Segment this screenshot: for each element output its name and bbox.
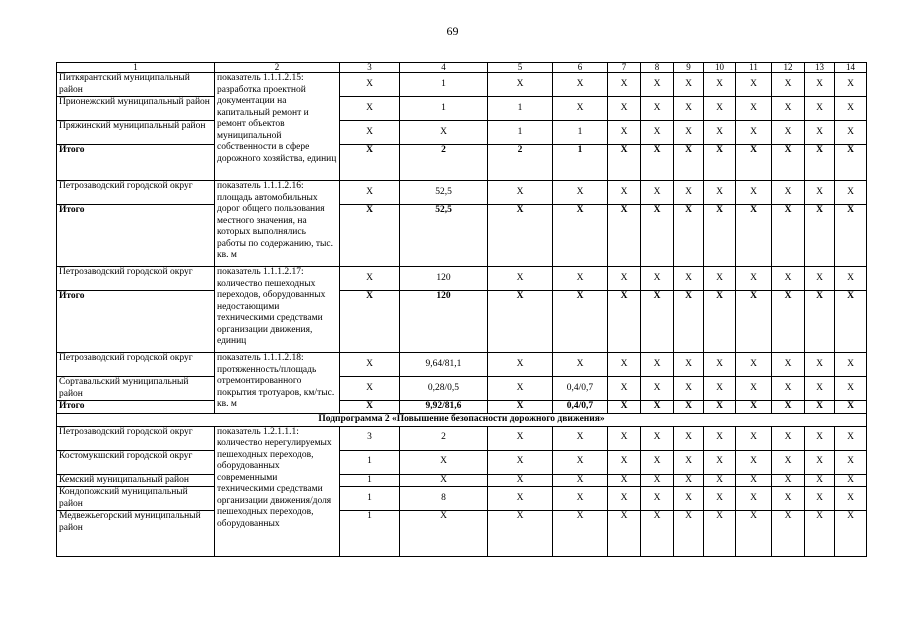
- value-cell: Х: [674, 511, 704, 557]
- value-cell: Х: [772, 474, 805, 487]
- value-cell: Х: [674, 353, 704, 377]
- value-cell: Х: [608, 267, 641, 291]
- table-row: [57, 487, 867, 511]
- value-cell: Х: [641, 487, 674, 511]
- value-cell: Х: [704, 487, 736, 511]
- value-cell: Х: [805, 450, 835, 474]
- value-cell: Х: [674, 267, 704, 291]
- value-cell: Х: [772, 401, 805, 414]
- value-cell: Х: [772, 377, 805, 401]
- value-cell: 1: [400, 97, 488, 121]
- value-cell: Х: [704, 401, 736, 414]
- value-cell: 9,64/81,1: [400, 353, 488, 377]
- value-cell: Х: [641, 474, 674, 487]
- header-cell: 4: [400, 63, 488, 73]
- value-cell: Х: [736, 474, 772, 487]
- indicator-cell: показатель 1.2.1.1.1: количество нерегулируемых пешеходных переходов, оборудованных современными техническими средствами организации движения/доля пешеходных переходов, оборудованных: [215, 426, 340, 557]
- value-cell: 120: [400, 267, 488, 291]
- value-cell: Х: [835, 205, 867, 267]
- value-cell: Х: [488, 511, 553, 557]
- value-cell: Х: [805, 145, 835, 181]
- table-row: [57, 377, 867, 401]
- value-cell: Х: [805, 426, 835, 450]
- value-cell: Х: [488, 450, 553, 474]
- value-cell: 9,92/81,6: [400, 401, 488, 414]
- value-cell: Х: [835, 73, 867, 97]
- value-cell: Х: [553, 97, 608, 121]
- value-cell: Х: [736, 181, 772, 205]
- value-cell: Х: [553, 487, 608, 511]
- value-cell: Х: [704, 121, 736, 145]
- value-cell: Х: [772, 121, 805, 145]
- value-cell: Х: [805, 97, 835, 121]
- header-cell: 11: [736, 63, 772, 73]
- value-cell: Х: [805, 401, 835, 414]
- value-cell: Х: [835, 97, 867, 121]
- value-cell: Х: [704, 267, 736, 291]
- value-cell: Х: [488, 377, 553, 401]
- value-cell: Х: [835, 401, 867, 414]
- value-cell: Х: [608, 181, 641, 205]
- value-cell: Х: [772, 487, 805, 511]
- district-name: Кондопожский муниципальный район: [57, 487, 215, 511]
- value-cell: Х: [340, 73, 400, 97]
- value-cell: Х: [641, 401, 674, 414]
- value-cell: Х: [641, 181, 674, 205]
- district-name: Итого: [57, 401, 215, 414]
- value-cell: 52,5: [400, 181, 488, 205]
- value-cell: Х: [805, 205, 835, 267]
- value-cell: Х: [772, 291, 805, 353]
- subprogram-row: [57, 413, 867, 426]
- value-cell: Х: [674, 97, 704, 121]
- table-row: [57, 474, 867, 487]
- value-cell: Х: [553, 511, 608, 557]
- value-cell: 3: [340, 426, 400, 450]
- table-row: [57, 291, 867, 353]
- value-cell: Х: [736, 267, 772, 291]
- value-cell: Х: [340, 181, 400, 205]
- value-cell: Х: [641, 450, 674, 474]
- value-cell: Х: [835, 291, 867, 353]
- value-cell: Х: [553, 205, 608, 267]
- value-cell: Х: [674, 291, 704, 353]
- district-name: Кемский муниципальный район: [57, 474, 215, 487]
- value-cell: Х: [772, 205, 805, 267]
- district-name: Петрозаводский городской округ: [57, 267, 215, 291]
- value-cell: Х: [704, 145, 736, 181]
- district-name: Итого: [57, 205, 215, 267]
- value-cell: Х: [488, 487, 553, 511]
- value-cell: Х: [641, 73, 674, 97]
- value-cell: 2: [400, 145, 488, 181]
- value-cell: 2: [400, 426, 488, 450]
- value-cell: Х: [772, 267, 805, 291]
- value-cell: Х: [704, 353, 736, 377]
- value-cell: Х: [553, 353, 608, 377]
- value-cell: Х: [772, 426, 805, 450]
- value-cell: Х: [736, 205, 772, 267]
- value-cell: Х: [674, 181, 704, 205]
- header-cell: 12: [772, 63, 805, 73]
- value-cell: Х: [704, 205, 736, 267]
- value-cell: Х: [736, 377, 772, 401]
- value-cell: Х: [805, 353, 835, 377]
- header-cell: 6: [553, 63, 608, 73]
- value-cell: Х: [704, 73, 736, 97]
- value-cell: Х: [608, 487, 641, 511]
- value-cell: Х: [805, 511, 835, 557]
- value-cell: Х: [608, 353, 641, 377]
- value-cell: Х: [340, 291, 400, 353]
- value-cell: Х: [340, 121, 400, 145]
- header-cell: 9: [674, 63, 704, 73]
- value-cell: Х: [608, 401, 641, 414]
- value-cell: Х: [553, 267, 608, 291]
- value-cell: Х: [835, 450, 867, 474]
- value-cell: Х: [805, 267, 835, 291]
- value-cell: Х: [674, 73, 704, 97]
- value-cell: Х: [553, 450, 608, 474]
- value-cell: Х: [340, 401, 400, 414]
- indicator-cell: показатель 1.1.1.2.17: количество пешеходных переходов, оборудованных недостающими техническими средствами организации движения, единиц: [215, 267, 340, 353]
- value-cell: Х: [835, 121, 867, 145]
- value-cell: Х: [641, 291, 674, 353]
- value-cell: Х: [835, 377, 867, 401]
- value-cell: Х: [340, 97, 400, 121]
- value-cell: Х: [488, 267, 553, 291]
- value-cell: Х: [608, 377, 641, 401]
- value-cell: Х: [608, 426, 641, 450]
- indicator-cell: показатель 1.1.1.2.16: площадь автомобильных дорог общего пользования местного значения, на которых выполнялись работы по содержанию, тыс. кв. м: [215, 181, 340, 267]
- indicator-cell: показатель 1.1.1.2.18: протяженность/площадь отремонтированного покрытия тротуаров, км/тыс. кв. м: [215, 353, 340, 414]
- value-cell: Х: [736, 511, 772, 557]
- value-cell: Х: [488, 181, 553, 205]
- value-cell: Х: [608, 73, 641, 97]
- district-name: Прионежский муниципальный район: [57, 97, 215, 121]
- district-name: Итого: [57, 145, 215, 181]
- value-cell: Х: [641, 97, 674, 121]
- header-cell: 8: [641, 63, 674, 73]
- value-cell: 1: [553, 121, 608, 145]
- value-cell: Х: [340, 145, 400, 181]
- value-cell: Х: [736, 401, 772, 414]
- value-cell: Х: [704, 377, 736, 401]
- value-cell: 0,4/0,7: [553, 401, 608, 414]
- value-cell: Х: [772, 511, 805, 557]
- table-row: [57, 73, 867, 97]
- value-cell: Х: [641, 267, 674, 291]
- value-cell: Х: [488, 73, 553, 97]
- value-cell: Х: [835, 487, 867, 511]
- value-cell: Х: [736, 450, 772, 474]
- value-cell: 2: [488, 145, 553, 181]
- value-cell: Х: [488, 205, 553, 267]
- value-cell: Х: [400, 511, 488, 557]
- value-cell: Х: [835, 267, 867, 291]
- district-name: Медвежьегорский муниципальный район: [57, 511, 215, 557]
- value-cell: 1: [340, 450, 400, 474]
- value-cell: Х: [340, 205, 400, 267]
- value-cell: Х: [835, 511, 867, 557]
- header-cell: 2: [215, 63, 340, 73]
- subprogram-title: Подпрограмма 2 «Повышение безопасности дорожного движения»: [57, 413, 867, 426]
- value-cell: Х: [772, 181, 805, 205]
- value-cell: Х: [674, 426, 704, 450]
- value-cell: Х: [772, 73, 805, 97]
- value-cell: Х: [835, 426, 867, 450]
- value-cell: Х: [400, 121, 488, 145]
- value-cell: Х: [488, 426, 553, 450]
- value-cell: Х: [835, 353, 867, 377]
- value-cell: 1: [340, 487, 400, 511]
- value-cell: Х: [835, 181, 867, 205]
- value-cell: 120: [400, 291, 488, 353]
- value-cell: Х: [641, 377, 674, 401]
- value-cell: 0,28/0,5: [400, 377, 488, 401]
- value-cell: Х: [608, 474, 641, 487]
- value-cell: Х: [736, 121, 772, 145]
- value-cell: Х: [340, 353, 400, 377]
- value-cell: Х: [736, 487, 772, 511]
- district-name: Петрозаводский городской округ: [57, 181, 215, 205]
- value-cell: Х: [736, 426, 772, 450]
- indicator-cell: показатель 1.1.1.2.15: разработка проектной документации на капитальный ремонт и ремонт объектов муниципальной собственности в сфере дорожного хозяйства, единиц: [215, 73, 340, 181]
- value-cell: Х: [641, 205, 674, 267]
- table-row: [57, 450, 867, 474]
- district-name: Пряжинский муниципальный район: [57, 121, 215, 145]
- header-cell: 10: [704, 63, 736, 73]
- value-cell: Х: [641, 121, 674, 145]
- value-cell: Х: [608, 145, 641, 181]
- value-cell: 1: [553, 145, 608, 181]
- district-name: Костомукшский городской округ: [57, 450, 215, 474]
- table-row: [57, 205, 867, 267]
- value-cell: Х: [736, 291, 772, 353]
- district-name: Сортавальский муниципальный район: [57, 377, 215, 401]
- value-cell: Х: [805, 291, 835, 353]
- value-cell: Х: [736, 73, 772, 97]
- value-cell: Х: [674, 450, 704, 474]
- value-cell: Х: [704, 511, 736, 557]
- value-cell: Х: [704, 426, 736, 450]
- value-cell: Х: [805, 73, 835, 97]
- value-cell: Х: [553, 181, 608, 205]
- value-cell: 1: [488, 121, 553, 145]
- value-cell: Х: [488, 353, 553, 377]
- value-cell: Х: [488, 291, 553, 353]
- value-cell: Х: [674, 401, 704, 414]
- value-cell: Х: [674, 474, 704, 487]
- table-row: [57, 121, 867, 145]
- value-cell: Х: [805, 474, 835, 487]
- value-cell: 0,4/0,7: [553, 377, 608, 401]
- header-cell: 5: [488, 63, 553, 73]
- value-cell: Х: [553, 474, 608, 487]
- table-row: [57, 426, 867, 450]
- value-cell: Х: [736, 353, 772, 377]
- value-cell: Х: [835, 145, 867, 181]
- value-cell: Х: [674, 145, 704, 181]
- value-cell: Х: [772, 97, 805, 121]
- header-cell: 7: [608, 63, 641, 73]
- table-row: [57, 97, 867, 121]
- district-name: Петрозаводский городской округ: [57, 353, 215, 377]
- page-number: 69: [446, 24, 459, 38]
- table-row: [57, 401, 867, 414]
- value-cell: Х: [736, 97, 772, 121]
- table-row: [57, 181, 867, 205]
- table-row: [57, 511, 867, 557]
- value-cell: Х: [704, 181, 736, 205]
- value-cell: Х: [674, 487, 704, 511]
- header-cell: 3: [340, 63, 400, 73]
- value-cell: Х: [553, 426, 608, 450]
- header-cell: 1: [57, 63, 215, 73]
- value-cell: Х: [805, 487, 835, 511]
- value-cell: Х: [835, 474, 867, 487]
- value-cell: 1: [340, 511, 400, 557]
- value-cell: 1: [400, 73, 488, 97]
- value-cell: Х: [704, 97, 736, 121]
- value-cell: Х: [553, 291, 608, 353]
- data-table: [56, 62, 867, 557]
- value-cell: Х: [641, 511, 674, 557]
- value-cell: Х: [608, 511, 641, 557]
- district-name: Петрозаводский городской округ: [57, 426, 215, 450]
- value-cell: Х: [608, 121, 641, 145]
- value-cell: Х: [488, 474, 553, 487]
- value-cell: 8: [400, 487, 488, 511]
- table-row: [57, 145, 867, 181]
- value-cell: 52,5: [400, 205, 488, 267]
- value-cell: Х: [641, 426, 674, 450]
- district-name: Итого: [57, 291, 215, 353]
- value-cell: Х: [608, 291, 641, 353]
- value-cell: Х: [608, 205, 641, 267]
- value-cell: Х: [340, 267, 400, 291]
- value-cell: Х: [704, 291, 736, 353]
- value-cell: Х: [641, 353, 674, 377]
- value-cell: Х: [674, 205, 704, 267]
- value-cell: Х: [674, 377, 704, 401]
- value-cell: Х: [400, 450, 488, 474]
- value-cell: Х: [608, 97, 641, 121]
- value-cell: Х: [641, 145, 674, 181]
- value-cell: Х: [805, 377, 835, 401]
- value-cell: 1: [488, 97, 553, 121]
- value-cell: Х: [805, 121, 835, 145]
- header-row: [57, 63, 867, 73]
- value-cell: Х: [400, 474, 488, 487]
- value-cell: Х: [772, 450, 805, 474]
- value-cell: 1: [340, 474, 400, 487]
- value-cell: Х: [772, 145, 805, 181]
- value-cell: Х: [772, 353, 805, 377]
- value-cell: Х: [736, 145, 772, 181]
- value-cell: Х: [608, 450, 641, 474]
- value-cell: Х: [553, 73, 608, 97]
- value-cell: Х: [704, 474, 736, 487]
- value-cell: Х: [488, 401, 553, 414]
- header-cell: 13: [805, 63, 835, 73]
- table-row: [57, 267, 867, 291]
- table-row: [57, 353, 867, 377]
- value-cell: Х: [704, 450, 736, 474]
- value-cell: Х: [340, 377, 400, 401]
- header-cell: 14: [835, 63, 867, 73]
- value-cell: Х: [674, 121, 704, 145]
- district-name: Питкярантский муниципальный район: [57, 73, 215, 97]
- value-cell: Х: [805, 181, 835, 205]
